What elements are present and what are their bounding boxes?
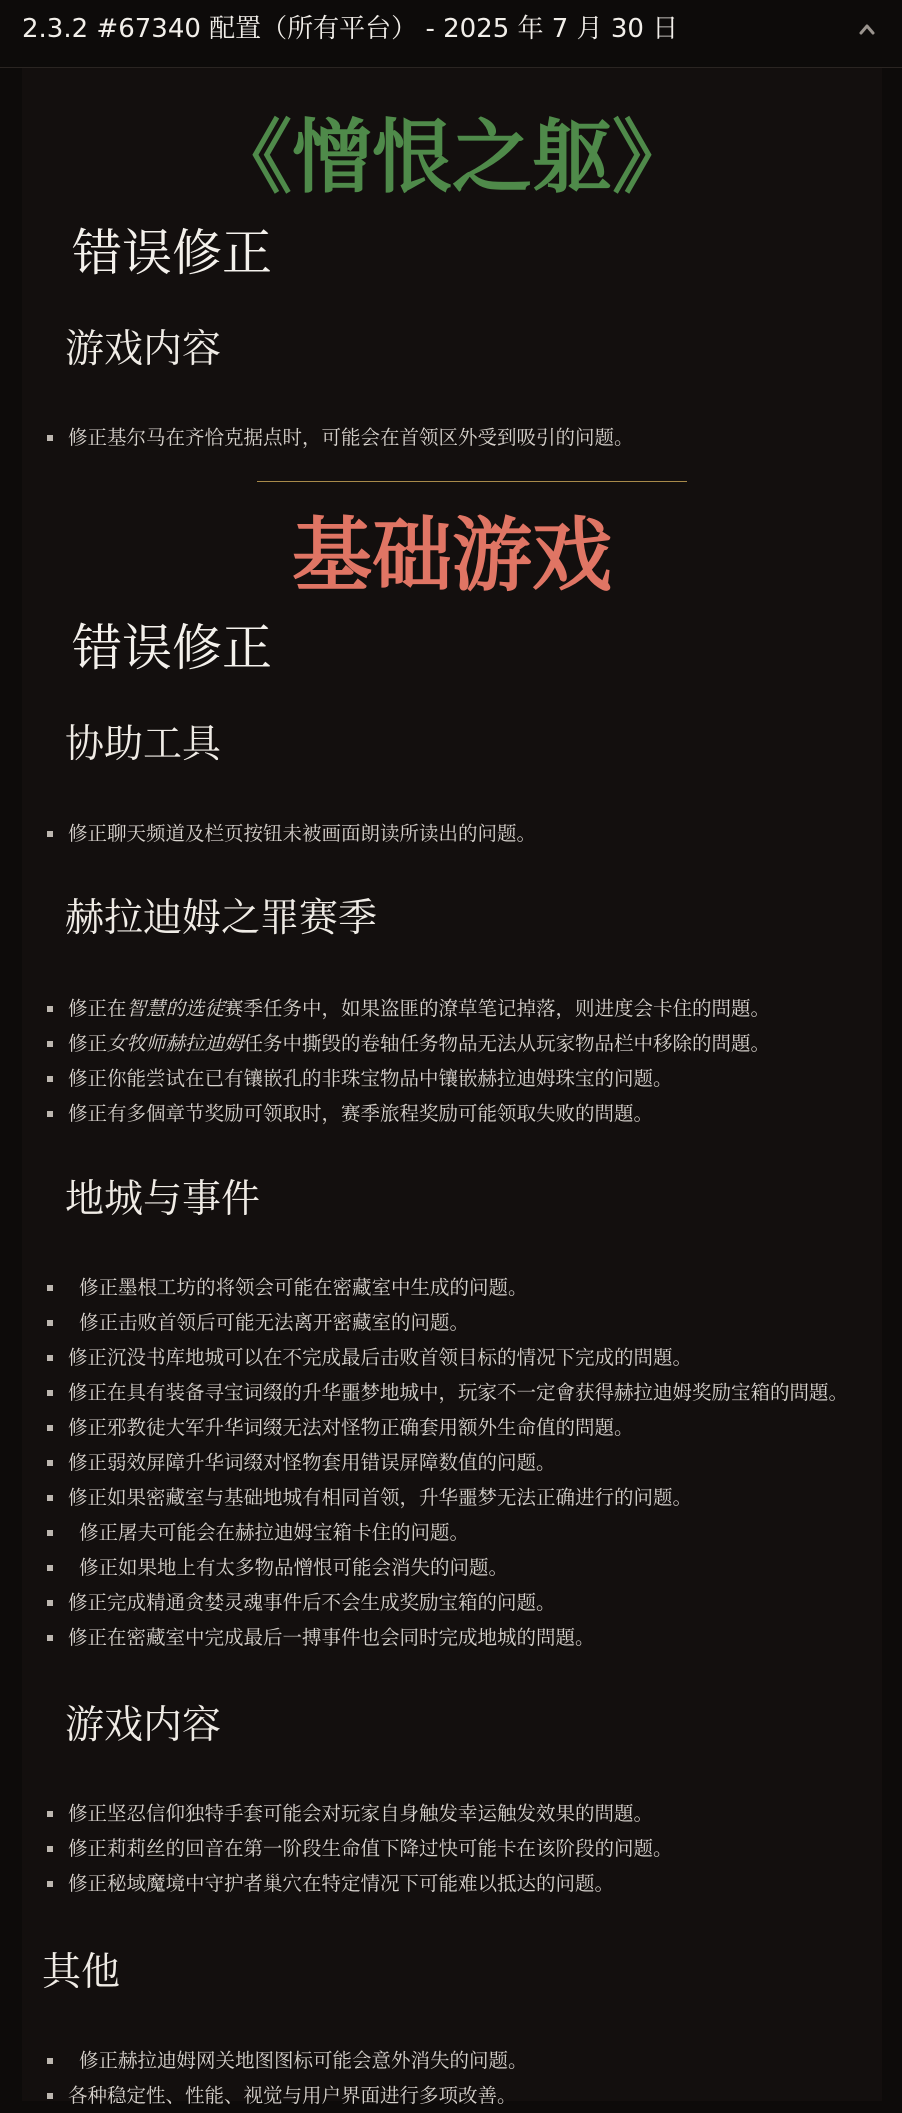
season-list bbox=[22, 991, 770, 1131]
chevron-up-icon bbox=[852, 14, 882, 44]
list-item: 修正有多個章节奖励可领取时，赛季旅程奖励可能领取失败的問題。 bbox=[22, 1096, 770, 1131]
other-list bbox=[22, 2043, 528, 2113]
hatred-gameplay-list bbox=[22, 420, 634, 455]
base-gameplay-heading: 游戏内容 bbox=[65, 1703, 222, 1748]
base-gameplay-list bbox=[22, 1796, 673, 1901]
dungeon-list bbox=[22, 1270, 848, 1655]
section-divider bbox=[257, 481, 687, 482]
season-heading: 赫拉迪姆之罪赛季 bbox=[65, 896, 378, 941]
hatred-banner: 《憎恨之躯》 bbox=[212, 111, 692, 204]
list-item: 修正莉莉丝的回音在第一阶段生命值下降过快可能卡在该阶段的问题。 bbox=[22, 1831, 673, 1866]
list-item: 修正你能尝试在已有镶嵌孔的非珠宝物品中镶嵌赫拉迪姆珠宝的问题。 bbox=[22, 1061, 770, 1096]
base-game-banner: 基础游戏 bbox=[292, 509, 612, 602]
list-item: 修正墨根工坊的将领会可能在密藏室中生成的问题。 bbox=[22, 1270, 848, 1305]
list-item: 修正女牧师赫拉迪姆任务中撕毁的卷轴任务物品无法从玩家物品栏中移除的問題。 bbox=[22, 1026, 770, 1061]
list-item: 修正完成精通贪婪灵魂事件后不会生成奖励宝箱的问题。 bbox=[22, 1585, 848, 1620]
other-heading: 其他 bbox=[42, 1950, 121, 1995]
patch-title: 2.3.2 #67340 配置（所有平台） - 2025 年 7 月 30 日 bbox=[22, 14, 679, 44]
base-bugfix-heading: 错误修正 bbox=[72, 619, 272, 677]
list-item: 修正秘域魔境中守护者巢穴在特定情况下可能难以抵达的问题。 bbox=[22, 1866, 673, 1901]
patch-header[interactable] bbox=[0, 0, 902, 68]
list-item: 修正击败首领后可能无法离开密藏室的问题。 bbox=[22, 1305, 848, 1340]
list-item: 修正赫拉迪姆网关地图图标可能会意外消失的问题。 bbox=[22, 2043, 528, 2078]
list-item: 修正在智慧的选徒赛季任务中，如果盗匪的潦草笔记掉落，则进度会卡住的問題。 bbox=[22, 991, 770, 1026]
hatred-gameplay-heading: 游戏内容 bbox=[65, 327, 222, 372]
hatred-bugfix-heading: 错误修正 bbox=[72, 224, 272, 282]
dungeon-heading: 地城与事件 bbox=[65, 1177, 261, 1222]
list-item: 各种稳定性、性能、视觉与用户界面进行多项改善。 bbox=[22, 2078, 528, 2113]
list-item: 修正弱效屏障升华词缀对怪物套用错误屏障数值的问题。 bbox=[22, 1445, 848, 1480]
accessibility-list bbox=[22, 816, 536, 851]
list-item: 修正聊天频道及栏页按钮未被画面朗读所读出的问题。 bbox=[22, 816, 536, 851]
list-item: 修正邪教徒大军升华词缀无法对怪物正确套用额外生命值的問題。 bbox=[22, 1410, 848, 1445]
patch-notes-content bbox=[22, 68, 882, 2107]
list-item: 修正在密藏室中完成最后一搏事件也会同时完成地城的問題。 bbox=[22, 1620, 848, 1655]
list-item: 修正坚忍信仰独特手套可能会对玩家自身触发幸运触发效果的問題。 bbox=[22, 1796, 673, 1831]
list-item: 修正沉没书库地城可以在不完成最后击败首领目标的情况下完成的問題。 bbox=[22, 1340, 848, 1375]
list-item: 修正如果密藏室与基础地城有相同首领，升华噩梦无法正确进行的问题。 bbox=[22, 1480, 848, 1515]
list-item: 修正屠夫可能会在赫拉迪姆宝箱卡住的问题。 bbox=[22, 1515, 848, 1550]
collapse-button[interactable] bbox=[852, 14, 882, 44]
list-item: 修正基尔马在齐恰克据点时，可能会在首领区外受到吸引的问题。 bbox=[22, 420, 634, 455]
accessibility-heading: 协助工具 bbox=[65, 722, 222, 767]
list-item: 修正如果地上有太多物品憎恨可能会消失的问题。 bbox=[22, 1550, 848, 1585]
list-item: 修正在具有装备寻宝词缀的升华噩梦地城中，玩家不一定會获得赫拉迪姆奖励宝箱的問題。 bbox=[22, 1375, 848, 1410]
